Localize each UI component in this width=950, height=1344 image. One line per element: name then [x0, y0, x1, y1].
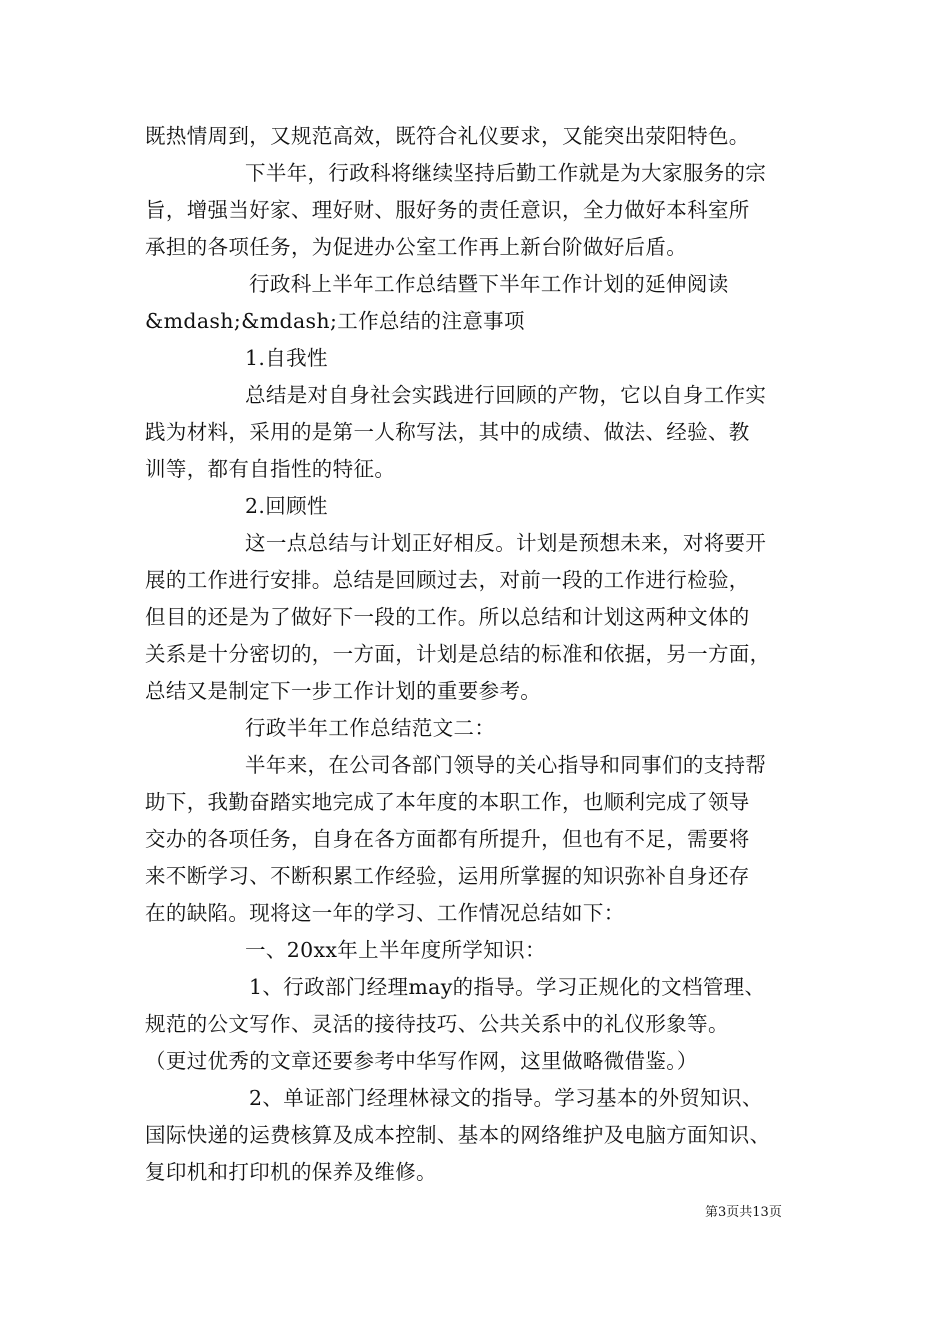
text-line: 在的缺陷。现将这一年的学习、工作情况总结如下： — [145, 901, 625, 925]
text-line: &mdash;&mdash;工作总结的注意事项 — [145, 309, 525, 333]
text-line: 但目的还是为了做好下一段的工作。所以总结和计划这两种文体的 — [145, 605, 750, 629]
document-body — [145, 118, 805, 1191]
text-line: 行政科上半年工作总结暨下半年工作计划的延伸阅读 — [249, 272, 729, 296]
text-line: （更过优秀的文章还要参考中华写作网，这里做略微借鉴。） — [145, 1049, 698, 1073]
text-line: 总结是对自身社会实践进行回顾的产物，它以自身工作实 — [245, 383, 767, 407]
text-line: 践为材料，采用的是第一人称写法，其中的成绩、做法、经验、教 — [145, 420, 750, 444]
text-line: 规范的公文写作、灵活的接待技巧、公共关系中的礼仪形象等。 — [145, 1012, 729, 1036]
section-heading: 行政半年工作总结范文二： — [245, 716, 496, 740]
text-line: 旨，增强当好家、理好财、服好务的责任意识，全力做好本科室所 — [145, 198, 750, 222]
text-line: 助下，我勤奋踏实地完成了本年度的本职工作，也顺利完成了领导 — [145, 790, 750, 814]
text-line: 来不断学习、不断积累工作经验，运用所掌握的知识弥补自身还存 — [145, 864, 750, 888]
section-heading: 2.回顾性 — [245, 494, 328, 518]
text-line: 下半年，行政科将继续坚持后勤工作就是为大家服务的宗 — [245, 161, 767, 185]
text-line: 交办的各项任务，自身在各方面都有所提升，但也有不足，需要将 — [145, 827, 750, 851]
text-line: 复印机和打印机的保养及维修。 — [145, 1160, 437, 1184]
text-line: 关系是十分密切的，一方面，计划是总结的标准和依据，另一方面， — [145, 642, 771, 666]
text-line: 1、行政部门经理may的指导。学习正规化的文档管理、 — [249, 975, 766, 999]
text-line: 半年来，在公司各部门领导的关心指导和同事们的支持帮 — [245, 753, 767, 777]
text-line: 展的工作进行安排。总结是回顾过去，对前一段的工作进行检验， — [145, 568, 750, 592]
text-line: 这一点总结与计划正好相反。计划是预想未来，对将要开 — [245, 531, 767, 555]
text-line: 既热情周到，又规范高效，既符合礼仪要求，又能突出荥阳特色。 — [145, 124, 750, 148]
text-line: 训等，都有自指性的特征。 — [145, 457, 396, 481]
text-line: 2、单证部门经理林禄文的指导。学习基本的外贸知识、 — [249, 1086, 763, 1110]
section-heading: 1.自我性 — [245, 346, 328, 370]
page-number: 第3页共13页 — [705, 1205, 782, 1220]
section-heading: 一、20xx年上半年度所学知识： — [245, 938, 546, 962]
text-line: 承担的各项任务，为促进办公室工作再上新台阶做好后盾。 — [145, 235, 688, 259]
text-line: 总结又是制定下一步工作计划的重要参考。 — [145, 679, 542, 703]
text-line: 国际快递的运费核算及成本控制、基本的网络维护及电脑方面知识、 — [145, 1123, 771, 1147]
